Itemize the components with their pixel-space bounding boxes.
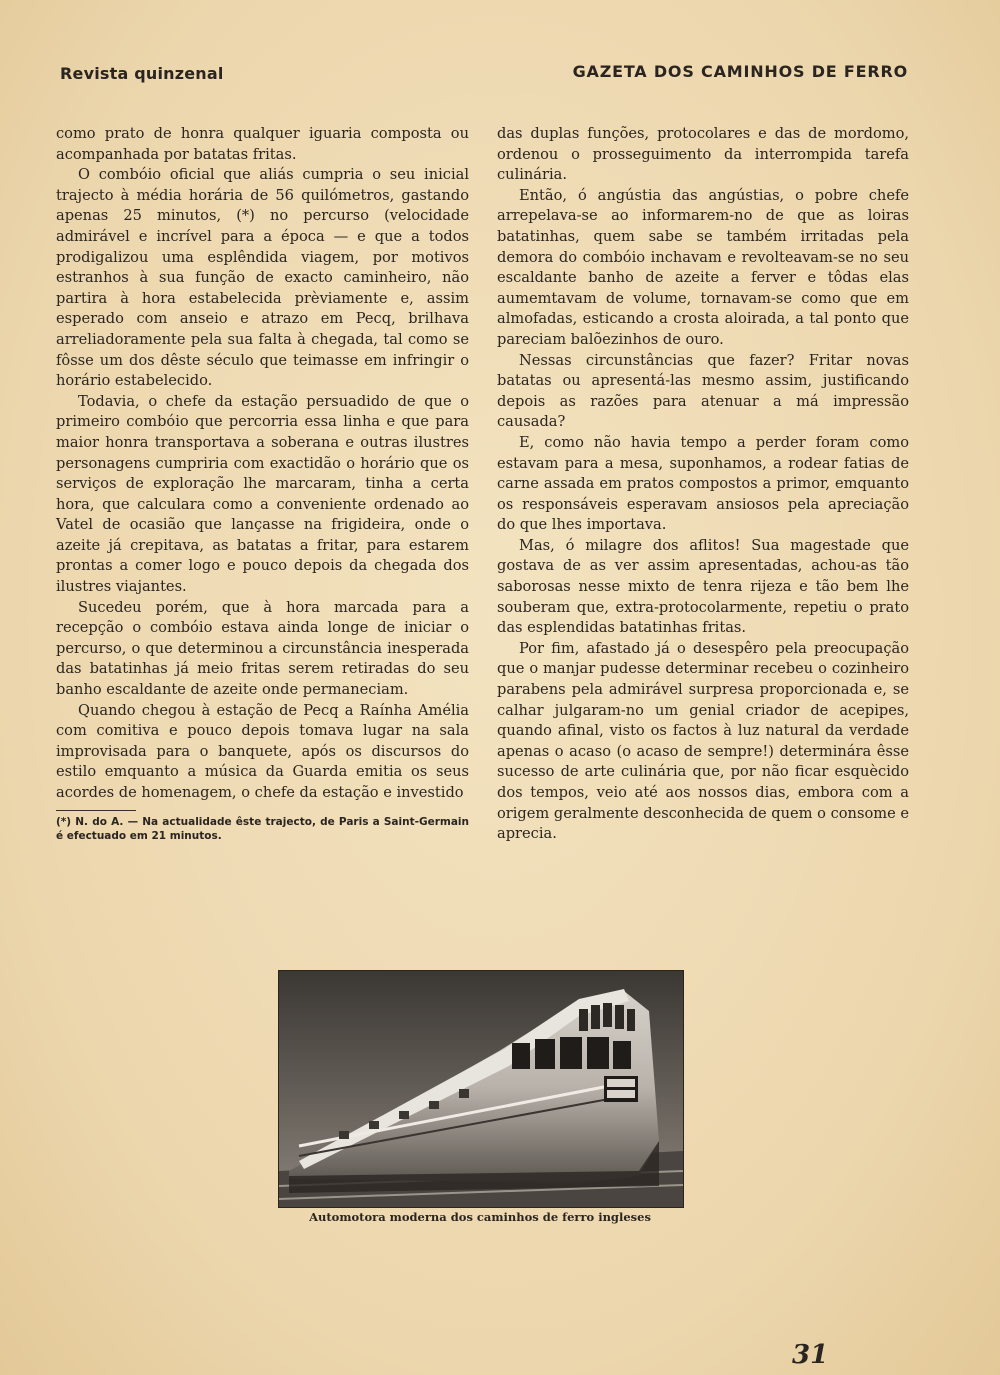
footnote: (*) N. do A. — Na actualidade êste trajecto, de Paris a Saint-Germain é efectuado em 21 minutos. bbox=[56, 815, 469, 842]
paragraph: das duplas funções, protocolares e das de mordomo, ordenou o prosseguimento da interrompida tarefa culinária. bbox=[497, 125, 909, 184]
header-right-title: GAZETA DOS CAMINHOS DE FERRO bbox=[572, 62, 908, 81]
figure-caption: Automotora moderna dos caminhos de ferro ingleses bbox=[309, 1210, 651, 1224]
paragraph: Por fim, afastado já o desespêro pela preocupação que o manjar pudesse determinar recebeu o cozinheiro parabens pela admirável surpresa proporcionada e, se calhar julgaram-no um genial criador de acepipes, quando afinal, visto os factos à luz natural da verdade apenas o acaso (o acaso de sempre!) determinára êsse sucesso de arte culinária que, por não ficar esquècido dos tempos, veio até aos nossos dias, embora com a origem geralmente desconhecida de quem o consome e aprecia. bbox=[497, 639, 909, 843]
paragraph: Nessas circunstâncias que fazer? Fritar novas batatas ou apresentá-las mesmo assim, justificando depois as razões para atenuar a má impressão causada? bbox=[497, 351, 909, 431]
paragraph: Quando chegou à estação de Pecq a Raínha Amélia com comitiva e pouco depois tomava lugar na sala improvisada para o banquete, após os discursos do estilo emquanto a música da Guarda emitia os seus acordes de homenagem, o chefe da estação e investido bbox=[56, 701, 469, 801]
paragraph: Sucedeu porém, que à hora marcada para a recepção o combóio estava ainda longe de iniciar o percurso, o que determinou a circunstância inesperada das batatinhas já meio fritas serem retiradas do seu banho escaldante de azeite onde permaneciam. bbox=[56, 598, 469, 699]
paragraph: E, como não havia tempo a perder foram como estavam para a mesa, suponhamos, a rodear fatias de carne assada em pratos compostos a primor, emquanto os responsáveis esperavam ansiosos pela apreciação do que lhes importava. bbox=[497, 433, 909, 534]
paragraph: como prato de honra qualquer iguaria composta ou acompanhada por batatas fritas. bbox=[56, 125, 469, 163]
left-column bbox=[56, 124, 469, 843]
header-left-title: Revista quinzenal bbox=[60, 64, 224, 83]
page-number: 31 bbox=[792, 1340, 829, 1370]
paragraph: Mas, ó milagre dos aflitos! Sua magestade que gostava de as ver assim apresentadas, achou-as tão saborosas nesse mixto de tenra rijeza e tão bem lhe souberam que, extra-protocolarmente, repetiu o prato das esplendidas batatinhas fritas. bbox=[497, 536, 909, 637]
train-photo bbox=[278, 970, 684, 1208]
footnote-divider bbox=[56, 810, 136, 811]
paragraph: O combóio oficial que aliás cumpria o seu inicial trajecto à média horária de 56 quilómetros, gastando apenas 25 minutos, (*) no percurso (velocidade admirável e incrível para a época — e que a todos prodigalizou uma esplêndida viagem, por motivos estranhos à sua função de exacto caminheiro, não partira à hora estabelecida prèviamente e, assim esperado com anseio e atrazo em Pecq, brilhava arreliadoramente pela sua falta à chegada, tal como se fôsse um dos dêste século que teimasse em infringir o horário estabelecido. bbox=[56, 166, 469, 390]
paragraph: Então, ó angústia das angústias, o pobre chefe arrepelava-se ao informarem-no de que as loiras batatinhas, quem sabe se também irritadas pela demora do combóio inchavam e revolteavam-se no seu escaldante banho de azeite a ferver e tôdas elas aumemtavam de volume, tornavam-se como que em almofadas, esticando a crosta aloirada, a tal ponto que pareciam balõezinhos de ouro. bbox=[497, 186, 909, 348]
right-column bbox=[497, 124, 909, 845]
paragraph: Todavia, o chefe da estação persuadido de que o primeiro combóio que percorria essa linha e que para maior honra transportava a soberana e outras ilustres personagens cumpriria com exactidão o horário que os serviços de exploração lhe marcaram, tinha a certa hora, que calculara como a conveniente ordenado ao Vatel de ocasião que lançasse na frigideira, onde o azeite já crepitava, as batatas a fritar, para estarem prontas a comer logo e pouco depois da chegada dos ilustres viajantes. bbox=[56, 392, 469, 596]
